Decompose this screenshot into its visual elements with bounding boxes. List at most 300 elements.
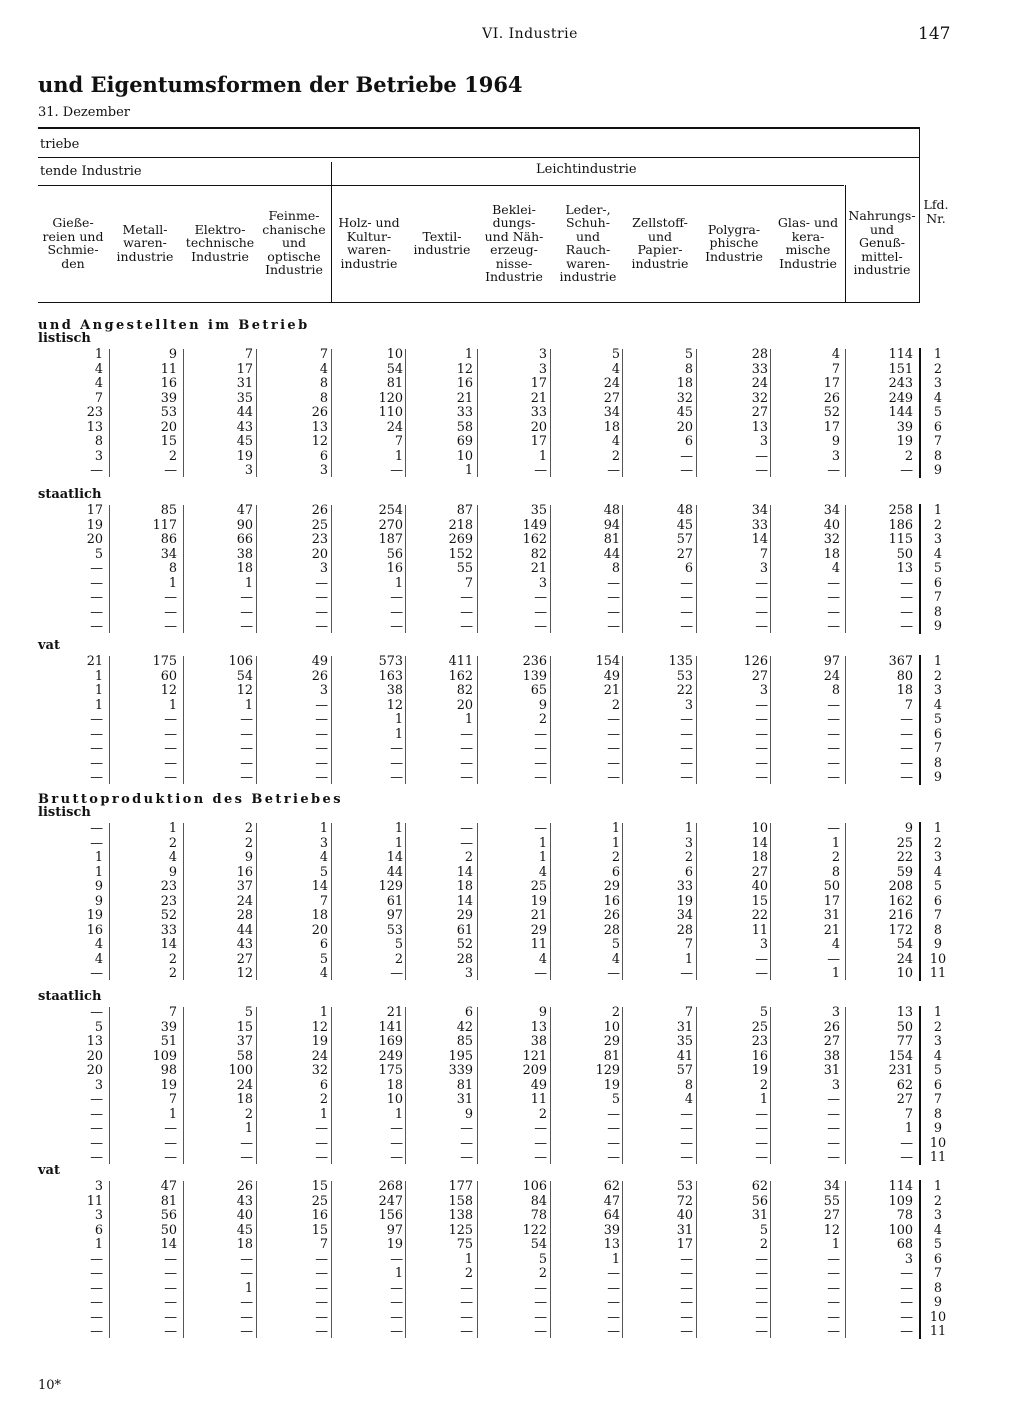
table-cell: 2 xyxy=(538,1106,547,1122)
table-cell: — xyxy=(90,770,103,785)
table-row xyxy=(0,1252,1024,1267)
table-cell: 26 xyxy=(823,1019,840,1035)
table-cell: 82 xyxy=(530,546,547,562)
table-cell: 11 xyxy=(530,1092,547,1107)
table-cell: 14 xyxy=(160,1237,177,1252)
table-cell: 3 xyxy=(759,434,768,449)
table-cell: 1 xyxy=(394,1106,403,1122)
table-cell: 141 xyxy=(378,1019,403,1035)
table-cell: 3 xyxy=(94,448,103,464)
table-cell: — xyxy=(164,770,177,785)
table-cell: — xyxy=(827,1251,840,1267)
table-cell: 7 xyxy=(319,347,328,362)
row-number: 10 xyxy=(929,951,947,967)
table-cell: 13 xyxy=(896,561,913,576)
table-cell: 27 xyxy=(751,864,768,880)
table-cell: 54 xyxy=(386,361,403,377)
row-number: 5 xyxy=(933,879,943,894)
table-cell: 54 xyxy=(236,668,253,684)
table-row xyxy=(0,420,1024,435)
table-cell: 24 xyxy=(603,376,620,391)
row-number: 7 xyxy=(933,590,943,605)
table-cell: — xyxy=(900,712,913,727)
table-cell: 26 xyxy=(311,668,328,684)
table-cell: — xyxy=(755,741,768,756)
table-cell: 25 xyxy=(311,517,328,533)
top-rule xyxy=(38,127,920,129)
table-cell: — xyxy=(90,755,103,771)
table-cell: 1 xyxy=(168,821,177,836)
table-cell: 94 xyxy=(603,517,620,533)
table-cell: 1 xyxy=(94,347,103,362)
table-cell: 47 xyxy=(236,503,253,518)
table-cell: 29 xyxy=(603,879,620,894)
table-cell: 48 xyxy=(676,503,693,518)
table-cell: 37 xyxy=(236,879,253,894)
table-cell: 114 xyxy=(888,1179,913,1194)
table-cell: 15 xyxy=(160,434,177,449)
row-number: 3 xyxy=(933,1208,943,1223)
table-cell: 12 xyxy=(160,683,177,698)
table-cell: — xyxy=(900,463,913,478)
table-row xyxy=(0,1208,1024,1223)
table-cell: — xyxy=(240,755,253,771)
table-cell: — xyxy=(680,590,693,605)
row-number: 4 xyxy=(933,1222,943,1238)
table-cell: 11 xyxy=(530,937,547,952)
table-cell: 38 xyxy=(530,1034,547,1049)
table-cell: 97 xyxy=(823,654,840,669)
table-cell: 40 xyxy=(236,1208,253,1223)
table-cell: 24 xyxy=(236,1077,253,1093)
row-number: 6 xyxy=(933,893,943,909)
table-cell: 62 xyxy=(751,1179,768,1194)
table-cell: — xyxy=(755,1251,768,1267)
table-cell: — xyxy=(534,1150,547,1165)
table-cell: — xyxy=(900,1135,913,1151)
table-cell: 82 xyxy=(456,683,473,698)
table-cell: — xyxy=(460,1295,473,1310)
table-cell: — xyxy=(90,1135,103,1151)
table-cell: 106 xyxy=(228,654,253,669)
band-rule-2 xyxy=(38,185,844,186)
row-number: 2 xyxy=(933,1193,943,1209)
table-cell: 18 xyxy=(386,1077,403,1093)
table-cell: 97 xyxy=(386,1222,403,1238)
table-row xyxy=(0,561,1024,576)
table-cell: 5 xyxy=(611,1092,620,1107)
table-cell: — xyxy=(90,1005,103,1020)
table-cell: 9 xyxy=(168,347,177,362)
table-cell: — xyxy=(240,741,253,756)
table-cell: 31 xyxy=(823,908,840,923)
table-cell: 1 xyxy=(394,575,403,591)
table-row xyxy=(0,952,1024,967)
table-cell: 49 xyxy=(603,668,620,684)
table-cell: 5 xyxy=(394,937,403,952)
table-cell: 1 xyxy=(244,697,253,713)
table-cell: 1 xyxy=(538,448,547,464)
table-cell: — xyxy=(607,1324,620,1339)
table-cell: 26 xyxy=(311,405,328,420)
table-cell: 12 xyxy=(823,1222,840,1238)
table-cell: 62 xyxy=(603,1179,620,1194)
table-cell: 57 xyxy=(676,1063,693,1078)
table-cell: — xyxy=(827,463,840,478)
table-cell: 4 xyxy=(168,850,177,865)
table-cell: 3 xyxy=(244,463,253,478)
table-cell: 24 xyxy=(823,668,840,684)
table-cell: 15 xyxy=(236,1019,253,1035)
table-cell: 35 xyxy=(530,503,547,518)
table-cell: 16 xyxy=(86,922,103,938)
table-cell: — xyxy=(240,1324,253,1339)
table-cell: 8 xyxy=(831,683,840,698)
table-cell: 1 xyxy=(759,1092,768,1107)
table-cell: 18 xyxy=(236,561,253,576)
table-cell: 38 xyxy=(823,1048,840,1064)
table-cell: 22 xyxy=(751,908,768,923)
table-cell: 69 xyxy=(456,434,473,449)
table-row xyxy=(0,908,1024,923)
table-cell: — xyxy=(900,1150,913,1165)
table-cell: — xyxy=(390,590,403,605)
table-cell: — xyxy=(755,1121,768,1136)
table-cell: 1 xyxy=(684,821,693,836)
table-cell: — xyxy=(680,1135,693,1151)
table-cell: — xyxy=(680,575,693,591)
table-cell: 6 xyxy=(319,937,328,952)
table-cell: 9 xyxy=(94,879,103,894)
table-cell: — xyxy=(164,1135,177,1151)
table-cell: 2 xyxy=(759,1077,768,1093)
table-cell: 367 xyxy=(888,654,913,669)
table-cell: 21 xyxy=(823,922,840,938)
table-cell: 2 xyxy=(684,850,693,865)
table-cell: 8 xyxy=(611,561,620,576)
table-cell: 8 xyxy=(319,390,328,406)
row-number: 11 xyxy=(929,1150,947,1165)
table-cell: 1 xyxy=(168,697,177,713)
table-cell: — xyxy=(900,755,913,771)
table-cell: 14 xyxy=(751,835,768,851)
table-cell: 208 xyxy=(888,879,913,894)
table-cell: 64 xyxy=(603,1208,620,1223)
table-cell: — xyxy=(534,770,547,785)
table-cell: 156 xyxy=(378,1208,403,1223)
table-cell: 6 xyxy=(319,448,328,464)
table-cell: 38 xyxy=(386,683,403,698)
table-cell: — xyxy=(827,697,840,713)
table-row xyxy=(0,463,1024,478)
table-cell: 27 xyxy=(236,951,253,967)
page-number: 147 xyxy=(918,24,951,44)
table-cell: — xyxy=(315,1150,328,1165)
table-cell: — xyxy=(164,1309,177,1325)
table-cell: 27 xyxy=(823,1208,840,1223)
table-cell: — xyxy=(90,561,103,576)
table-cell: — xyxy=(900,726,913,742)
table-cell: 10 xyxy=(751,821,768,836)
table-cell: — xyxy=(827,575,840,591)
table-row xyxy=(0,405,1024,420)
table-cell: 114 xyxy=(888,347,913,362)
table-cell: — xyxy=(390,1251,403,1267)
table-cell: 16 xyxy=(456,376,473,391)
table-cell: 135 xyxy=(668,654,693,669)
column-header: Elektro- technische Industrie xyxy=(185,221,255,264)
column-header: Leder-, Schuh- und Rauch- waren- industrie xyxy=(559,201,617,284)
table-cell: — xyxy=(390,1280,403,1296)
table-cell: 162 xyxy=(448,668,473,684)
table-cell: — xyxy=(607,619,620,634)
table-cell: — xyxy=(755,1295,768,1310)
table-cell: 18 xyxy=(311,908,328,923)
table-cell: — xyxy=(90,726,103,742)
table-cell: 1 xyxy=(464,347,473,362)
table-cell: 97 xyxy=(386,908,403,923)
table-cell: — xyxy=(164,1266,177,1281)
table-cell: 7 xyxy=(244,347,253,362)
row-number: 10 xyxy=(929,1135,947,1151)
table-cell: — xyxy=(680,1121,693,1136)
table-cell: 39 xyxy=(160,390,177,406)
table-cell: — xyxy=(164,1251,177,1267)
table-cell: 109 xyxy=(152,1048,177,1064)
table-cell: 18 xyxy=(751,850,768,865)
table-cell: 187 xyxy=(378,532,403,547)
table-cell: 9 xyxy=(538,1005,547,1020)
table-cell: — xyxy=(680,1295,693,1310)
table-cell: 13 xyxy=(751,419,768,435)
table-cell: 20 xyxy=(86,532,103,547)
table-cell: — xyxy=(534,755,547,771)
table-cell: — xyxy=(460,726,473,742)
table-cell: 13 xyxy=(86,1034,103,1049)
footer-mark: 10* xyxy=(38,1378,62,1393)
date-line: 31. Dezember xyxy=(38,105,131,120)
table-cell: 81 xyxy=(160,1193,177,1209)
table-cell: — xyxy=(755,604,768,620)
table-row xyxy=(0,1121,1024,1136)
table-cell: — xyxy=(164,712,177,727)
table-cell: 18 xyxy=(236,1092,253,1107)
table-cell: — xyxy=(680,1309,693,1325)
table-cell: — xyxy=(90,1266,103,1281)
table-cell: 5 xyxy=(319,951,328,967)
table-cell: 1 xyxy=(94,683,103,698)
table-cell: 186 xyxy=(888,517,913,533)
table-cell: — xyxy=(315,1251,328,1267)
table-row xyxy=(0,1078,1024,1093)
table-cell: 52 xyxy=(456,937,473,952)
table-cell: 50 xyxy=(896,546,913,562)
table-cell: — xyxy=(164,1324,177,1339)
table-cell: 3 xyxy=(684,697,693,713)
table-cell: 23 xyxy=(160,879,177,894)
table-cell: 85 xyxy=(456,1034,473,1049)
table-cell: 4 xyxy=(319,850,328,865)
row-number: 5 xyxy=(933,1237,943,1252)
section-subtitle: vat xyxy=(38,1163,60,1178)
table-cell: — xyxy=(164,741,177,756)
table-cell: — xyxy=(827,951,840,967)
row-number: 1 xyxy=(933,1005,943,1020)
table-cell: — xyxy=(607,463,620,478)
table-cell: — xyxy=(607,1266,620,1281)
table-cell: 573 xyxy=(378,654,403,669)
table-cell: 56 xyxy=(751,1193,768,1209)
table-cell: — xyxy=(390,1121,403,1136)
table-cell: 115 xyxy=(888,532,913,547)
table-cell: — xyxy=(680,741,693,756)
table-cell: 21 xyxy=(603,683,620,698)
table-cell: 5 xyxy=(611,347,620,362)
table-cell: 2 xyxy=(611,850,620,865)
table-cell: 28 xyxy=(456,951,473,967)
table-cell: 19 xyxy=(676,893,693,909)
row-number: 2 xyxy=(933,517,943,533)
table-cell: — xyxy=(90,966,103,981)
table-cell: 10 xyxy=(386,347,403,362)
table-cell: — xyxy=(900,604,913,620)
table-cell: 41 xyxy=(676,1048,693,1064)
table-cell: 172 xyxy=(888,922,913,938)
table-cell: — xyxy=(607,1150,620,1165)
table-cell: 2 xyxy=(538,1266,547,1281)
section-subtitle: listisch xyxy=(38,331,91,346)
table-cell: 8 xyxy=(94,434,103,449)
table-cell: 2 xyxy=(464,1266,473,1281)
table-cell: — xyxy=(390,770,403,785)
table-cell: 32 xyxy=(751,390,768,406)
table-cell: — xyxy=(680,1324,693,1339)
table-cell: 54 xyxy=(896,937,913,952)
table-cell: 4 xyxy=(94,951,103,967)
table-cell: 7 xyxy=(394,434,403,449)
band-divider xyxy=(331,162,332,302)
table-cell: 2 xyxy=(168,448,177,464)
table-cell: — xyxy=(315,619,328,634)
table-cell: — xyxy=(390,1135,403,1151)
table-cell: 14 xyxy=(751,532,768,547)
table-row xyxy=(0,1194,1024,1209)
table-cell: 268 xyxy=(378,1179,403,1194)
table-cell: 106 xyxy=(522,1179,547,1194)
table-cell: — xyxy=(534,619,547,634)
table-cell: — xyxy=(755,951,768,967)
table-cell: — xyxy=(240,1309,253,1325)
table-cell: 144 xyxy=(888,405,913,420)
table-cell: — xyxy=(390,619,403,634)
table-cell: — xyxy=(607,755,620,771)
table-cell: 7 xyxy=(319,893,328,909)
table-cell: 23 xyxy=(311,532,328,547)
table-cell: 1 xyxy=(538,835,547,851)
table-cell: — xyxy=(390,755,403,771)
table-row xyxy=(0,821,1024,836)
table-cell: 139 xyxy=(522,668,547,684)
table-cell: 81 xyxy=(603,1048,620,1064)
table-cell: 249 xyxy=(888,390,913,406)
table-row xyxy=(0,894,1024,909)
table-row xyxy=(0,1005,1024,1020)
table-cell: 32 xyxy=(676,390,693,406)
table-cell: 3 xyxy=(538,361,547,377)
section-subtitle: vat xyxy=(38,638,60,653)
table-cell: — xyxy=(315,1266,328,1281)
table-cell: 4 xyxy=(684,1092,693,1107)
table-cell: 5 xyxy=(244,1005,253,1020)
table-cell: 53 xyxy=(386,922,403,938)
table-cell: 175 xyxy=(378,1063,403,1078)
row-number: 4 xyxy=(933,864,943,880)
row-number: 8 xyxy=(933,755,943,771)
table-cell: 125 xyxy=(448,1222,473,1238)
table-cell: 19 xyxy=(160,1077,177,1093)
table-cell: 45 xyxy=(236,434,253,449)
table-cell: 3 xyxy=(759,561,768,576)
table-cell: 31 xyxy=(751,1208,768,1223)
table-cell: 2 xyxy=(759,1237,768,1252)
table-cell: 38 xyxy=(236,546,253,562)
table-cell: — xyxy=(680,726,693,742)
table-cell: — xyxy=(315,1324,328,1339)
table-cell: 23 xyxy=(160,893,177,909)
table-cell: 122 xyxy=(522,1222,547,1238)
table-cell: 24 xyxy=(751,376,768,391)
table-cell: 34 xyxy=(823,1179,840,1194)
table-row xyxy=(0,1324,1024,1339)
table-cell: — xyxy=(460,619,473,634)
table-cell: 7 xyxy=(759,546,768,562)
table-cell: — xyxy=(607,1106,620,1122)
table-cell: 43 xyxy=(236,937,253,952)
table-cell: 5 xyxy=(94,1019,103,1035)
table-cell: — xyxy=(755,575,768,591)
table-cell: 339 xyxy=(448,1063,473,1078)
table-cell: 4 xyxy=(831,561,840,576)
table-cell: 162 xyxy=(522,532,547,547)
table-cell: 1 xyxy=(611,821,620,836)
table-cell: 177 xyxy=(448,1179,473,1194)
table-cell: 5 xyxy=(538,1251,547,1267)
table-cell: 1 xyxy=(538,850,547,865)
table-cell: 50 xyxy=(896,1019,913,1035)
band-verarbeitende: tende Industrie xyxy=(40,164,142,179)
table-cell: 11 xyxy=(751,922,768,938)
table-cell: 61 xyxy=(386,893,403,909)
table-cell: — xyxy=(534,726,547,742)
table-cell: 47 xyxy=(603,1193,620,1209)
row-number: 8 xyxy=(933,922,943,938)
table-cell: 4 xyxy=(611,361,620,377)
table-cell: 98 xyxy=(160,1063,177,1078)
table-cell: 33 xyxy=(456,405,473,420)
table-cell: — xyxy=(534,821,547,836)
table-cell: 23 xyxy=(751,1034,768,1049)
table-cell: 12 xyxy=(456,361,473,377)
table-cell: — xyxy=(315,1121,328,1136)
band-rule-1 xyxy=(38,157,920,158)
table-cell: 9 xyxy=(464,1106,473,1122)
table-cell: 57 xyxy=(676,532,693,547)
table-cell: 48 xyxy=(603,503,620,518)
table-cell: 77 xyxy=(896,1034,913,1049)
table-cell: 3 xyxy=(94,1208,103,1223)
table-cell: 2 xyxy=(168,835,177,851)
table-cell: — xyxy=(164,1280,177,1296)
